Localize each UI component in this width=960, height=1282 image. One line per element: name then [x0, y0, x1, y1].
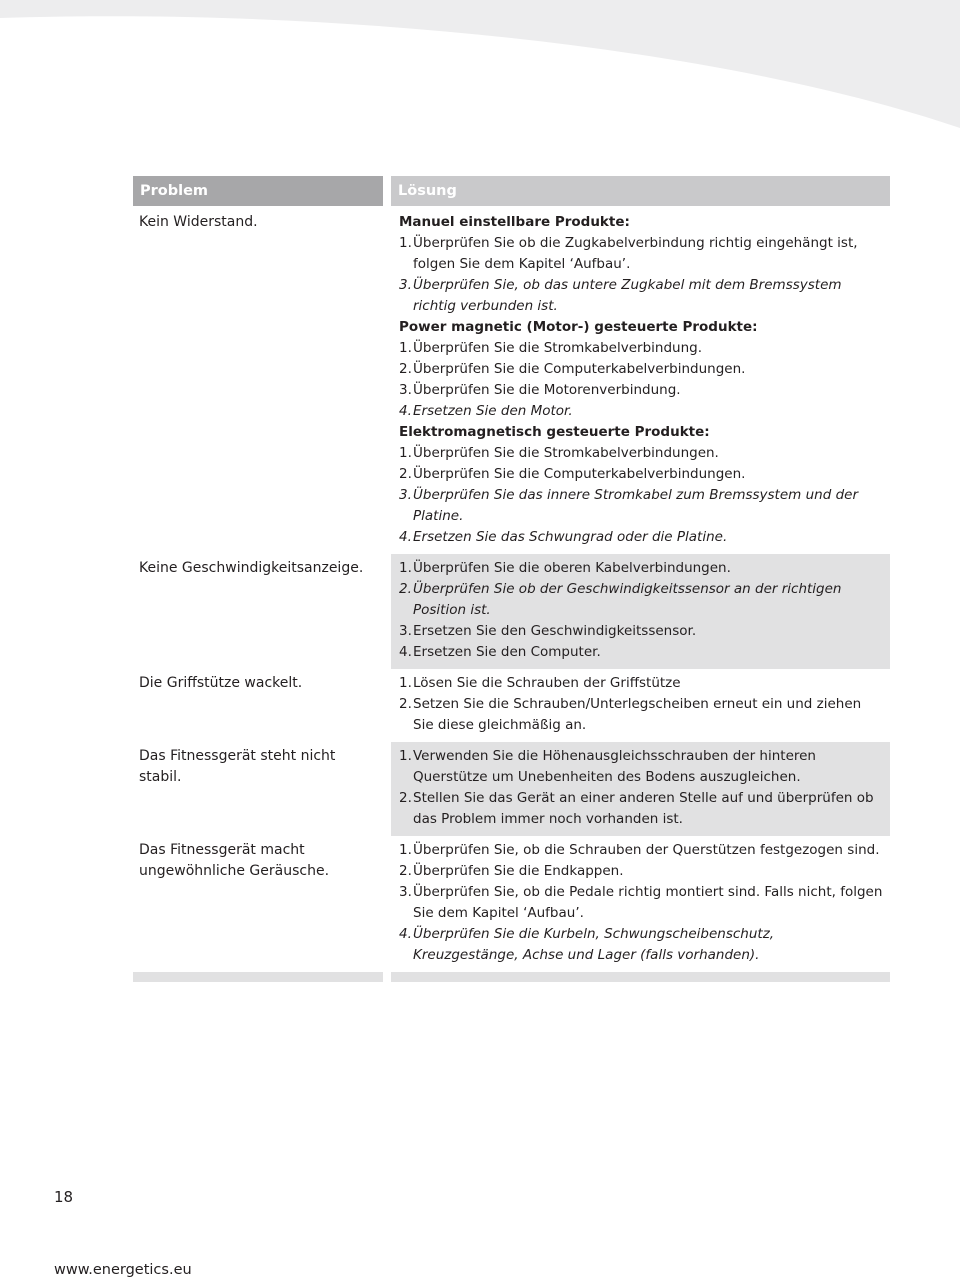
item-text: Überprüfen Sie die Stromkabelverbindung.: [413, 340, 702, 356]
item-number: 4.: [399, 926, 412, 942]
item-number: 3.: [399, 884, 412, 900]
list-item: [399, 464, 883, 485]
item-text: Überprüfen Sie die oberen Kabelverbindungen.: [413, 560, 731, 576]
item-text: Ersetzen Sie das Schwungrad oder die Platine.: [413, 529, 728, 545]
item-number: 1.: [399, 842, 412, 858]
item-text: Stellen Sie das Gerät an einer anderen Stelle auf und überprüfen ob das Problem immer noch vorhanden ist.: [413, 790, 874, 827]
page-number: 18: [54, 1188, 74, 1206]
list-item: [399, 233, 883, 275]
item-text: Verwenden Sie die Höhenausgleichsschrauben der hinteren Querstütze um Unebenheiten des Bodens auszugleichen.: [413, 748, 816, 785]
header-problem: Problem: [133, 176, 383, 206]
item-number: 2.: [399, 790, 412, 806]
solution-cell: [391, 836, 890, 972]
list-item: [399, 380, 883, 401]
item-number: 1.: [399, 748, 412, 764]
list-item: [399, 275, 883, 317]
list-item: [399, 527, 883, 548]
table-bottom-border: [133, 972, 890, 982]
list-item: [399, 788, 883, 830]
problem-cell: Das Fitnessgerät macht ungewöhnliche Geräusche.: [133, 836, 383, 972]
item-text: Ersetzen Sie den Motor.: [413, 403, 573, 419]
list-item: [399, 579, 883, 621]
item-number: 2.: [399, 361, 412, 377]
item-text: Überprüfen Sie die Computerkabelverbindungen.: [413, 466, 746, 482]
item-number: 2.: [399, 466, 412, 482]
item-text: Ersetzen Sie den Computer.: [413, 644, 601, 660]
item-text: Überprüfen Sie die Stromkabelverbindungen.: [413, 445, 719, 461]
item-text: Überprüfen Sie die Endkappen.: [413, 863, 624, 879]
item-text: Überprüfen Sie, ob das untere Zugkabel mit dem Bremssystem richtig verbunden ist.: [413, 277, 842, 314]
list-item: [399, 443, 883, 464]
item-number: 1.: [399, 445, 412, 461]
item-text: Überprüfen Sie, ob die Pedale richtig montiert sind. Falls nicht, folgen Sie dem Kapitel ‘Aufbau’.: [413, 884, 883, 921]
solution-heading: Elektromagnetisch gesteuerte Produkte:: [399, 424, 710, 440]
solution-cell: [391, 669, 890, 742]
solution-cell: [391, 742, 890, 836]
table-row: [133, 208, 890, 554]
item-number: 1.: [399, 340, 412, 356]
item-number: 4.: [399, 644, 412, 660]
item-text: Überprüfen Sie die Motorenverbindung.: [413, 382, 681, 398]
item-number: 3.: [399, 623, 412, 639]
list-item: [399, 338, 883, 359]
list-item: [399, 694, 883, 736]
list-item: [399, 924, 883, 966]
troubleshooting-table: [133, 176, 890, 982]
header-solution: Lösung: [391, 176, 890, 206]
item-text: Überprüfen Sie die Kurbeln, Schwungscheibenschutz, Kreuzgestänge, Achse und Lager (falls vorhanden).: [413, 926, 775, 963]
item-text: Setzen Sie die Schrauben/Unterlegscheiben erneut ein und ziehen Sie diese gleichmäßig an.: [413, 696, 862, 733]
table-row: [133, 554, 890, 669]
list-item: [399, 882, 883, 924]
table-row: [133, 836, 890, 972]
solution-cell: [391, 208, 890, 554]
solution-heading: Power magnetic (Motor-) gesteuerte Produkte:: [399, 319, 758, 335]
item-text: Überprüfen Sie das innere Stromkabel zum Bremssystem und der Platine.: [413, 487, 858, 524]
list-item: [399, 673, 883, 694]
item-number: 3.: [399, 487, 412, 503]
list-item: [399, 746, 883, 788]
item-number: 3.: [399, 277, 412, 293]
list-item: [399, 642, 883, 663]
item-text: Ersetzen Sie den Geschwindigkeitssensor.: [413, 623, 697, 639]
item-text: Überprüfen Sie die Computerkabelverbindungen.: [413, 361, 746, 377]
item-text: Überprüfen Sie ob die Zugkabelverbindung richtig eingehängt ist, folgen Sie dem Kapitel ‘Aufbau’.: [413, 235, 858, 272]
page-curve-decoration: [0, 0, 960, 140]
item-number: 2.: [399, 581, 412, 597]
solution-cell: [391, 554, 890, 669]
list-item: [399, 485, 883, 527]
table-header-row: [133, 176, 890, 206]
table-row: [133, 669, 890, 742]
footer-url: www.energetics.eu: [54, 1262, 192, 1278]
problem-cell: Keine Geschwindigkeitsanzeige.: [133, 554, 383, 669]
table-row: [133, 742, 890, 836]
item-number: 3.: [399, 382, 412, 398]
bottom-strip-right: [391, 972, 890, 982]
item-number: 4.: [399, 403, 412, 419]
list-item: [399, 621, 883, 642]
solution-heading: Manuel einstellbare Produkte:: [399, 214, 630, 230]
item-number: 1.: [399, 560, 412, 576]
list-item: [399, 359, 883, 380]
item-text: Überprüfen Sie ob der Geschwindigkeitssensor an der richtigen Position ist.: [413, 581, 842, 618]
item-number: 1.: [399, 675, 412, 691]
problem-cell: Die Griffstütze wackelt.: [133, 669, 383, 742]
list-item: [399, 840, 883, 861]
item-text: Überprüfen Sie, ob die Schrauben der Querstützen festgezogen sind.: [413, 842, 880, 858]
problem-cell: Das Fitnessgerät steht nicht stabil.: [133, 742, 383, 836]
item-number: 2.: [399, 863, 412, 879]
bottom-strip-left: [133, 972, 383, 982]
item-number: 1.: [399, 235, 412, 251]
list-item: [399, 861, 883, 882]
item-text: Lösen Sie die Schrauben der Griffstütze: [413, 675, 681, 691]
item-number: 2.: [399, 696, 412, 712]
list-item: [399, 401, 883, 422]
list-item: [399, 558, 883, 579]
problem-cell: Kein Widerstand.: [133, 208, 383, 554]
item-number: 4.: [399, 529, 412, 545]
